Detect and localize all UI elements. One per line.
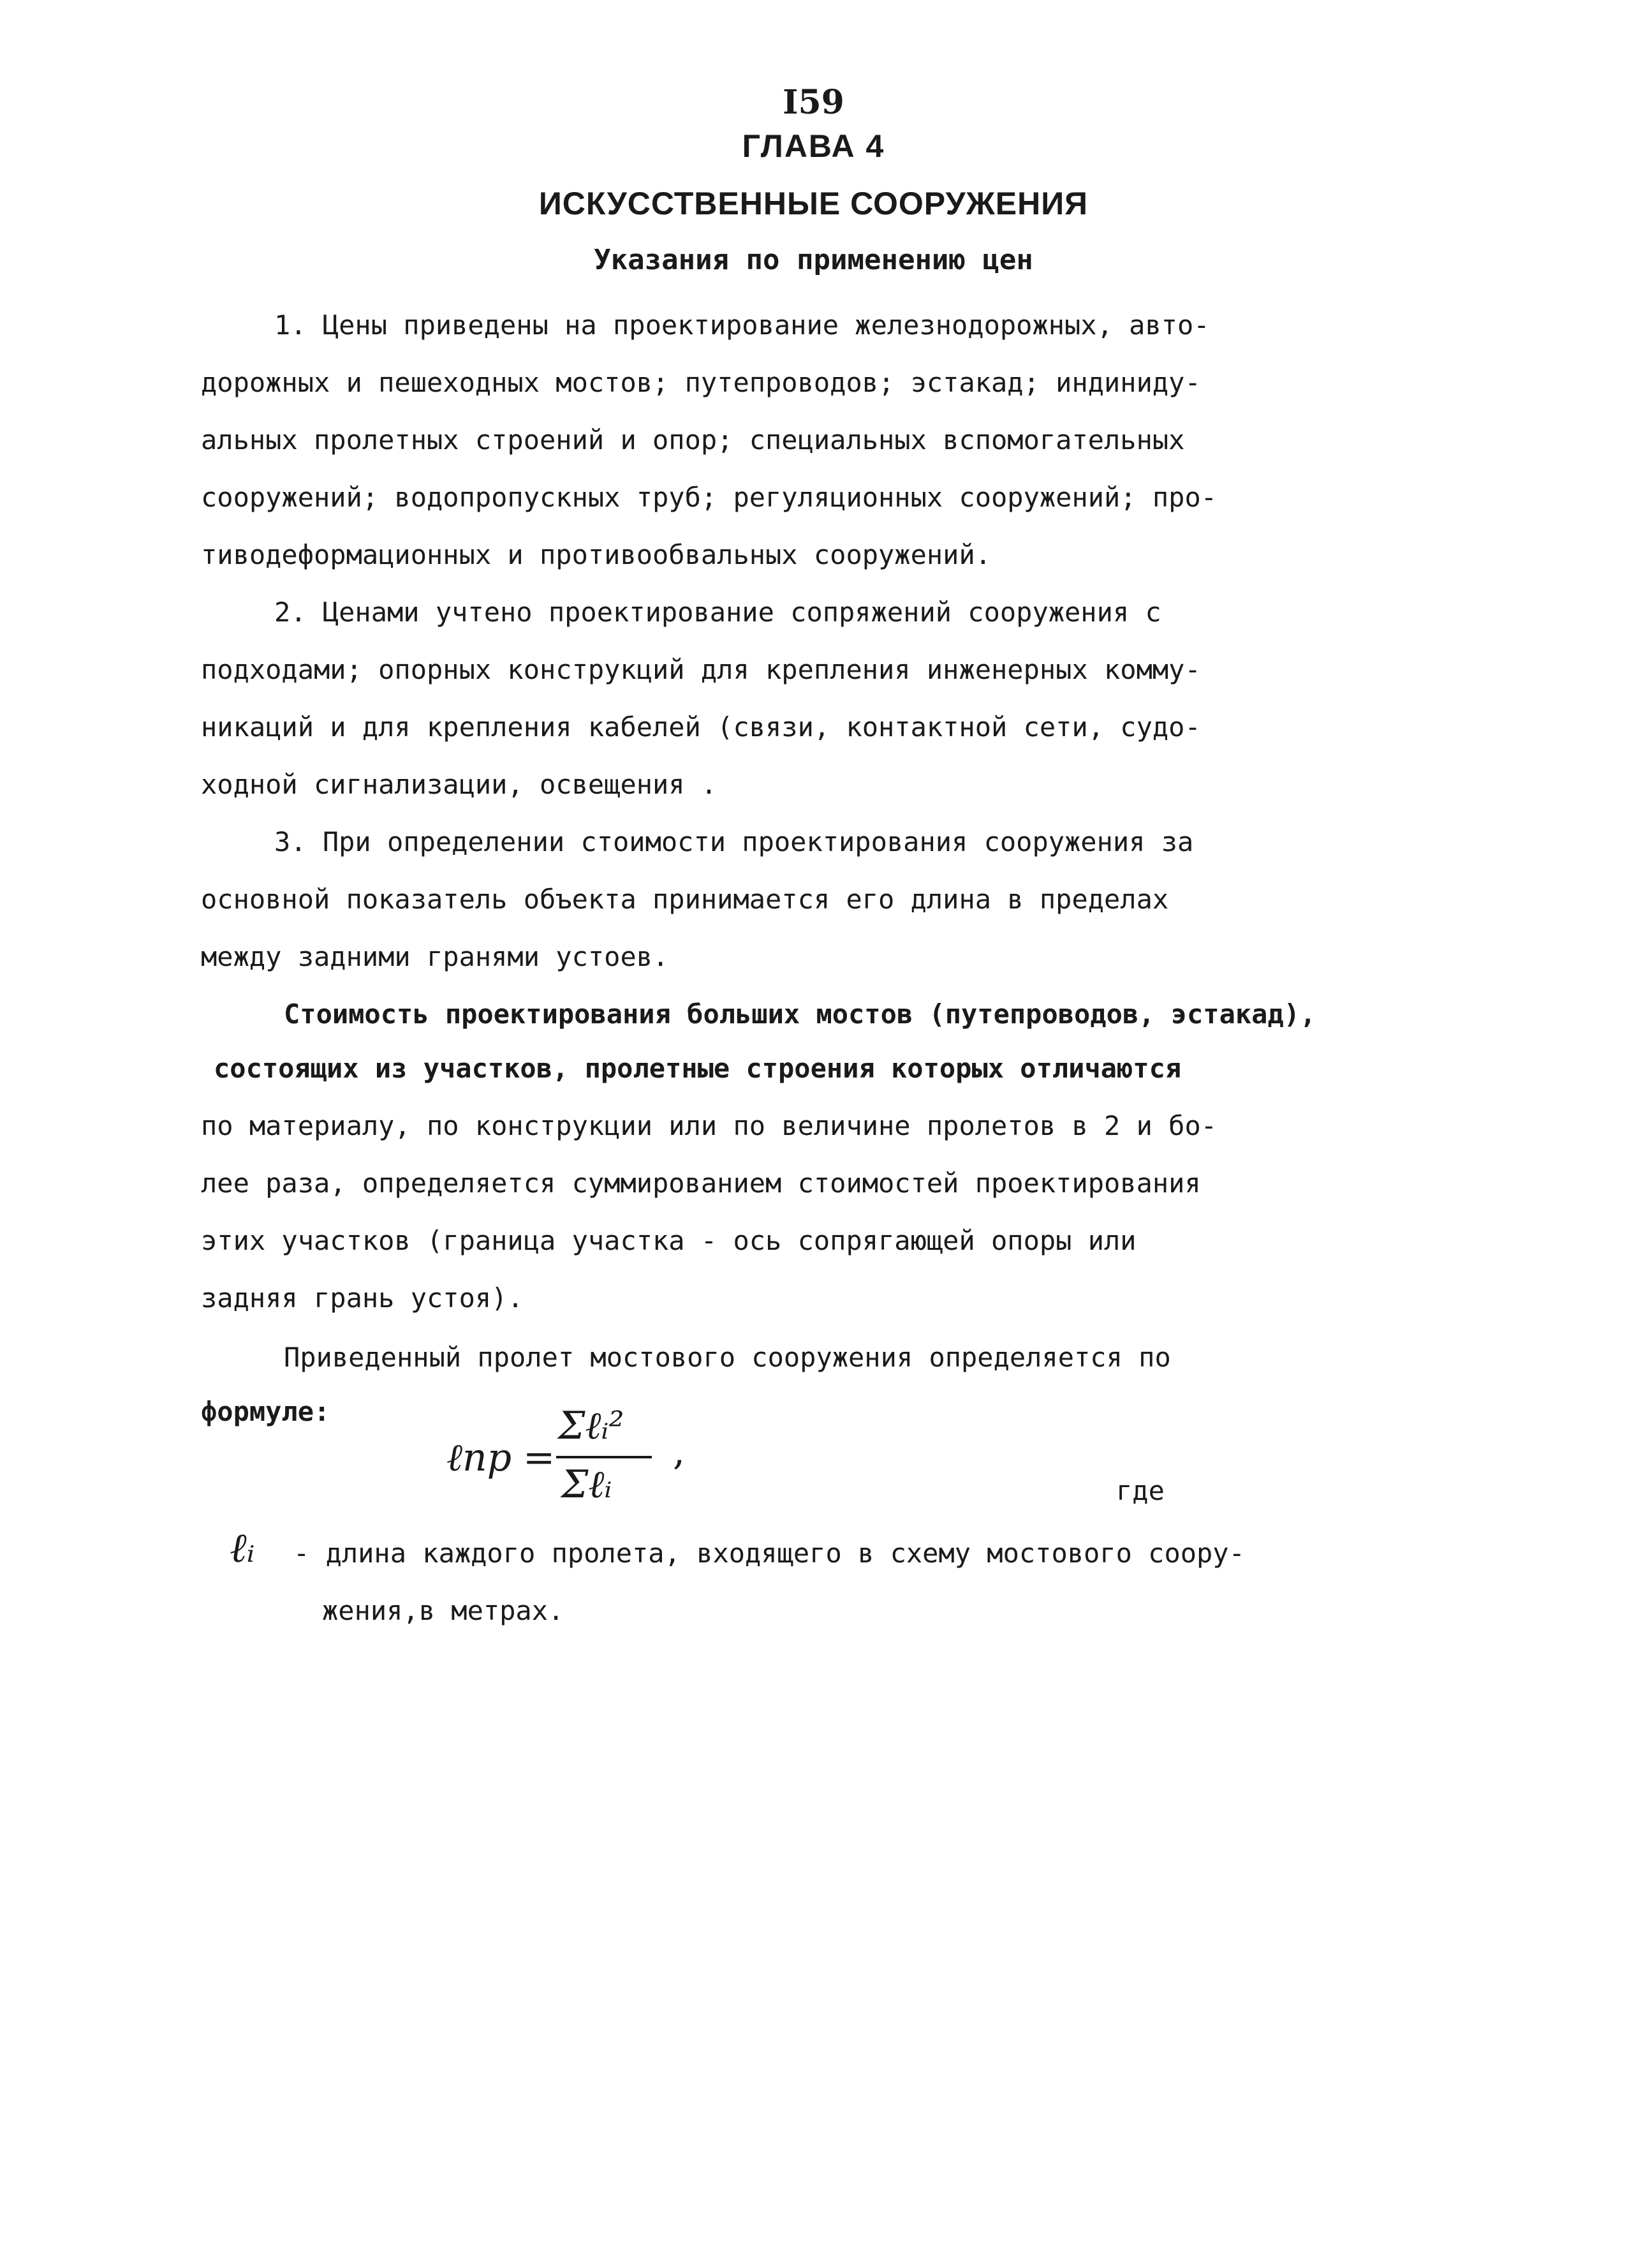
formula-numerator: Σℓᵢ² (558, 1404, 624, 1448)
formula-comma: , (673, 1429, 686, 1474)
fraction-bar (556, 1456, 652, 1458)
formula-equals: = (523, 1435, 556, 1480)
item1-line-4: сооружений; водопропускных труб; регуляционных сооружений; про- (201, 482, 1218, 513)
item3-line-2: основной показатель объекта принимается его длина в пределах (201, 884, 1169, 915)
chapter-heading: ГЛАВА 4 (742, 128, 885, 164)
formula-denominator: Σℓᵢ (561, 1462, 612, 1507)
item2-line-4: ходной сигнализации, освещения . (201, 769, 718, 800)
subtitle: Указания по применению цен (594, 244, 1033, 276)
item2-line-2: подходами; опорных конструкций для крепления инженерных комму- (201, 654, 1201, 685)
paragraph-bold-line-2: состоящих из участков, пролетные строения которых отличаются (214, 1053, 1182, 1084)
item3-line-3: между задними гранями устоев. (201, 941, 669, 972)
item3-line-1: 3. При определении стоимости проектирования сооружения за (274, 826, 1194, 857)
definition-symbol: ℓᵢ (230, 1525, 255, 1572)
definition-line-2: жения,в метрах. (322, 1595, 564, 1626)
item1-line-3: альных пролетных строений и опор; специальных вспомогательных (201, 424, 1185, 456)
section-title: ИСКУССТВЕННЫЕ СООРУЖЕНИЯ (538, 186, 1089, 221)
item1-line-5: тиводеформационных и противообвальных сооружений. (201, 539, 992, 570)
definition-line-1: - длина каждого пролета, входящего в схему мостового соору- (293, 1538, 1245, 1569)
item2-line-3: никаций и для крепления кабелей (связи, контактной сети, судо- (201, 711, 1201, 743)
item2-line-1: 2. Ценами учтено проектирование сопряжений сооружения с (274, 597, 1161, 628)
page-number: I59 (783, 83, 844, 122)
paragraph-bold-line-1: Стоимость проектирования больших мостов (путепроводов, эстакад), (284, 998, 1316, 1030)
paragraph-line-4: лее раза, определяется суммированием стоимостей проектирования (201, 1167, 1201, 1199)
paragraph-line-5: этих участков (граница участка - ось сопрягающей опоры или (201, 1225, 1137, 1256)
formula-label: формуле: (201, 1396, 330, 1427)
item1-line-1: 1. Цены приведены на проектирование железнодорожных, авто- (274, 309, 1210, 341)
where-label: где (1116, 1475, 1165, 1506)
item1-line-2: дорожных и пешеходных мостов; путепроводов; эстакад; индиниду- (201, 367, 1201, 398)
paragraph-line-3: по материалу, по конструкции или по величине пролетов в 2 и бо- (201, 1110, 1218, 1141)
formula-intro: Приведенный пролет мостового сооружения определяется по (284, 1342, 1171, 1373)
paragraph-line-6: задняя грань устоя). (201, 1282, 524, 1314)
formula-lhs: ℓпр (446, 1435, 512, 1480)
